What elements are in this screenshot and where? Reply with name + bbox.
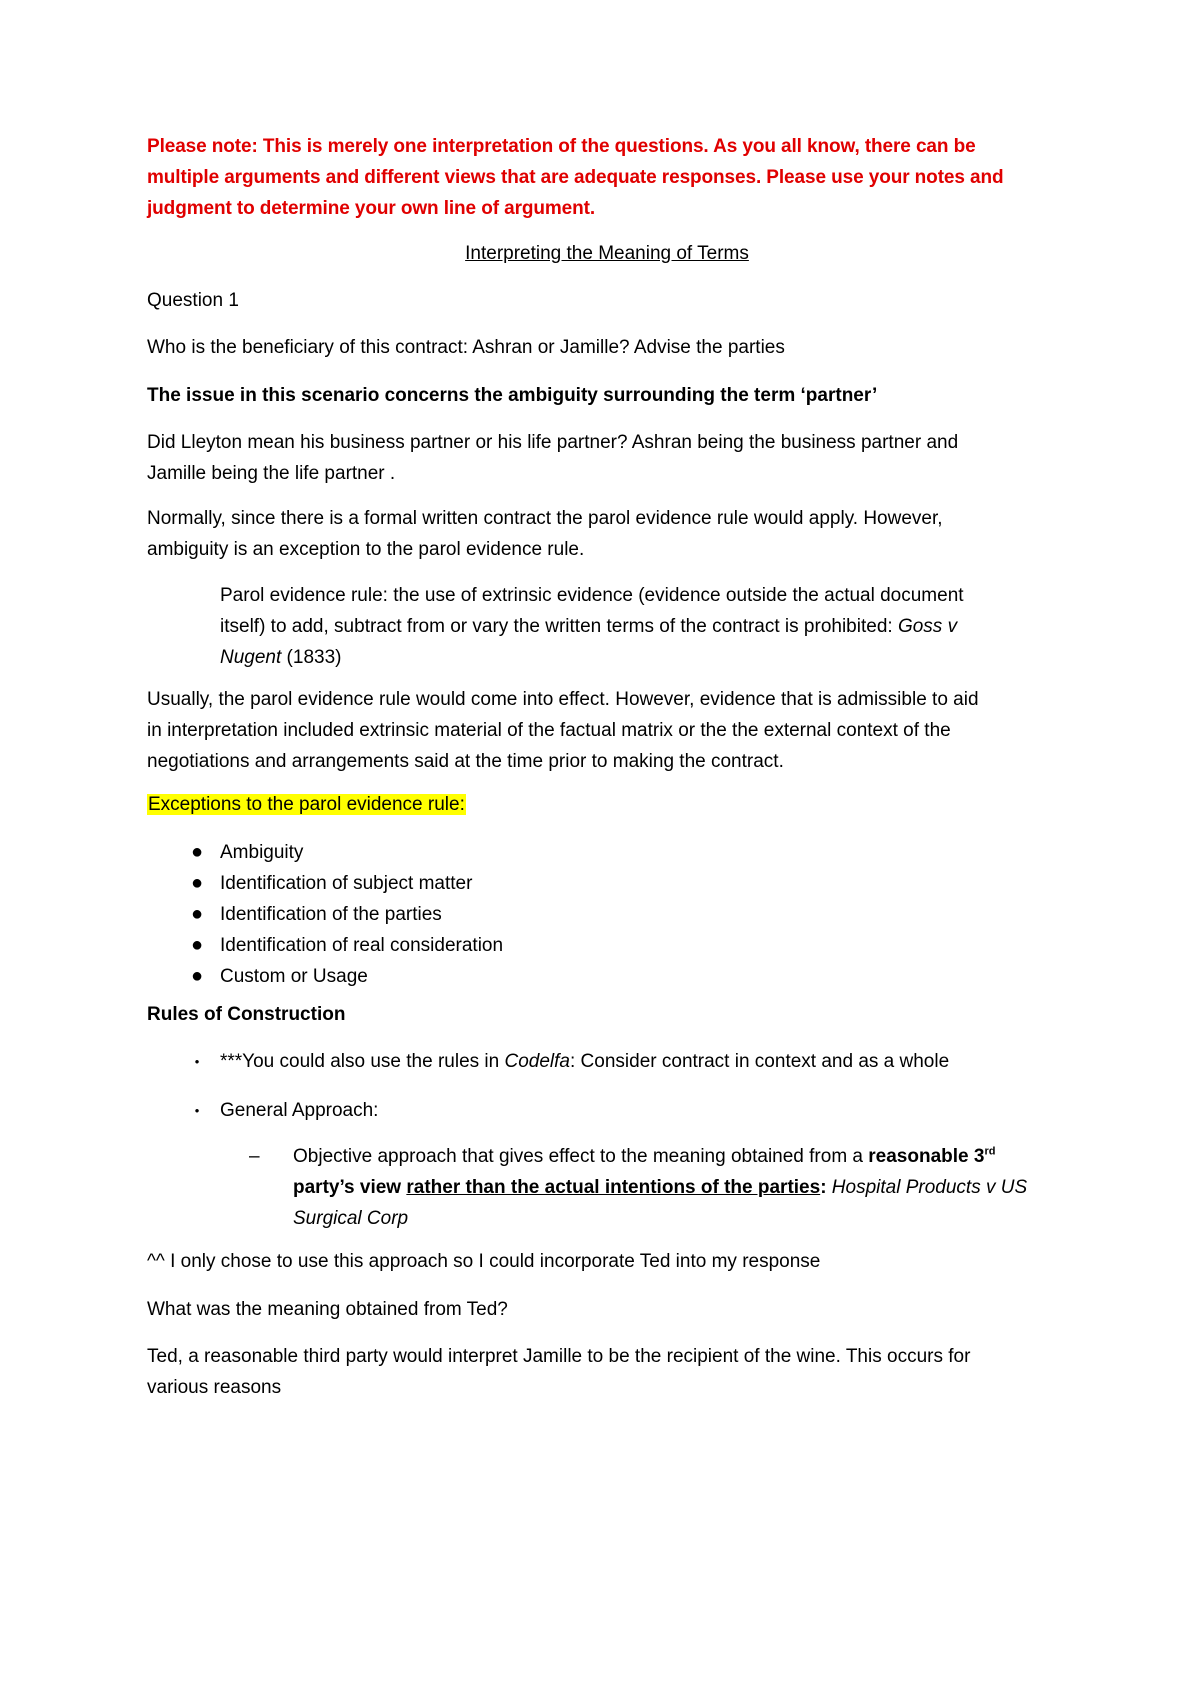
list-item-text: Custom or Usage xyxy=(220,966,368,987)
paragraph-line: various reasons xyxy=(147,1377,282,1398)
list-item-text: Identification of the parties xyxy=(220,904,442,925)
page-title xyxy=(147,238,1067,269)
paragraph xyxy=(147,503,1067,565)
list-item xyxy=(147,961,503,992)
exceptions-list xyxy=(147,837,503,992)
disclaimer-note xyxy=(147,131,1067,224)
disclaimer-line: Please note: This is merely one interpretation of the questions. As you all know, there can be xyxy=(147,136,976,157)
exceptions-heading xyxy=(147,789,1067,820)
underlined-emphasis: rather than the actual intentions of the parties xyxy=(406,1177,821,1198)
paragraph xyxy=(147,1341,1067,1403)
quote-line xyxy=(220,642,1060,673)
list-item xyxy=(147,1046,949,1077)
issue-statement: The issue in this scenario concerns the ambiguity surrounding the term ‘partner’ xyxy=(147,385,878,406)
sub-point-line xyxy=(293,1172,1063,1203)
list-item-text: : Consider contract in context and as a whole xyxy=(570,1051,950,1072)
paragraph-line: Normally, since there is a formal written contract the parol evidence rule would apply. However, xyxy=(147,508,943,529)
highlighted-heading: Exceptions to the parol evidence rule: xyxy=(148,794,465,815)
list-item xyxy=(147,1095,378,1126)
quote-text: (1833) xyxy=(281,647,342,668)
sub-point-text: Objective approach that gives effect to the meaning obtained from a xyxy=(293,1146,869,1167)
sub-point-line xyxy=(293,1141,1063,1172)
quote-line: Parol evidence rule: the use of extrinsic evidence (evidence outside the actual document xyxy=(220,585,964,606)
case-name: Nugent xyxy=(220,647,282,668)
rules-list xyxy=(147,1046,949,1077)
quote-line xyxy=(220,611,1060,642)
paragraph xyxy=(147,684,1067,777)
bullet-icon: • xyxy=(194,1103,200,1118)
question-label: Question 1 xyxy=(147,290,239,311)
list-item xyxy=(147,868,503,899)
emphasis: : xyxy=(820,1177,827,1198)
sub-question: What was the meaning obtained from Ted? xyxy=(147,1299,508,1320)
superscript: rd xyxy=(984,1145,996,1158)
paragraph-line: Ted, a reasonable third party would interpret Jamille to be the recipient of the wine. This occurs for xyxy=(147,1346,971,1367)
bullet-icon: ● xyxy=(190,841,204,863)
paragraph-line: negotiations and arrangements said at the time prior to making the contract. xyxy=(147,751,784,772)
rules-heading: Rules of Construction xyxy=(147,1004,346,1025)
case-name: Surgical Corp xyxy=(293,1208,409,1229)
list-item-text: ***You could also use the rules in xyxy=(220,1051,505,1072)
quoted-rule xyxy=(220,580,1060,673)
bullet-icon: ● xyxy=(190,872,204,894)
rules-list xyxy=(147,1095,378,1126)
question-text: Who is the beneficiary of this contract: Ashran or Jamille? Advise the parties xyxy=(147,337,785,358)
emphasis: party’s view xyxy=(293,1177,402,1198)
case-name: Codelfa xyxy=(504,1051,570,1072)
paragraph xyxy=(147,427,1067,489)
author-note: ^^ I only chose to use this approach so I could incorporate Ted into my response xyxy=(147,1251,821,1272)
paragraph-line: Usually, the parol evidence rule would come into effect. However, evidence that is admissible to aid xyxy=(147,689,979,710)
list-item xyxy=(147,837,503,868)
bullet-icon: ● xyxy=(190,903,204,925)
disclaimer-line: judgment to determine your own line of argument. xyxy=(147,198,596,219)
page-title-text: Interpreting the Meaning of Terms xyxy=(465,243,749,264)
sub-point xyxy=(293,1141,1063,1234)
paragraph-line: ambiguity is an exception to the parol evidence rule. xyxy=(147,539,585,560)
case-name: Hospital Products v US xyxy=(826,1177,1028,1198)
list-item-text: Identification of subject matter xyxy=(220,873,473,894)
list-item-text: Ambiguity xyxy=(220,842,304,863)
quote-text: itself) to add, subtract from or vary the written terms of the contract is prohibited: xyxy=(220,616,898,637)
dash-bullet-icon: – xyxy=(249,1146,260,1167)
bullet-icon: ● xyxy=(190,965,204,987)
paragraph-line: in interpretation included extrinsic material of the factual matrix or the the external context of the xyxy=(147,720,951,741)
case-name: Goss v xyxy=(897,616,958,637)
list-item-text: Identification of real consideration xyxy=(220,935,504,956)
bullet-icon: ● xyxy=(190,934,204,956)
disclaimer-line: multiple arguments and different views that are adequate responses. Please use your notes and xyxy=(147,167,1004,188)
list-item xyxy=(147,930,503,961)
emphasis: reasonable 3 xyxy=(868,1146,985,1167)
list-item xyxy=(147,899,503,930)
sub-point-line xyxy=(293,1203,1063,1234)
paragraph-line: Jamille being the life partner . xyxy=(147,463,396,484)
paragraph-line: Did Lleyton mean his business partner or his life partner? Ashran being the business partner and xyxy=(147,432,959,453)
bullet-icon: • xyxy=(194,1054,200,1069)
list-item-text: General Approach: xyxy=(220,1100,379,1121)
